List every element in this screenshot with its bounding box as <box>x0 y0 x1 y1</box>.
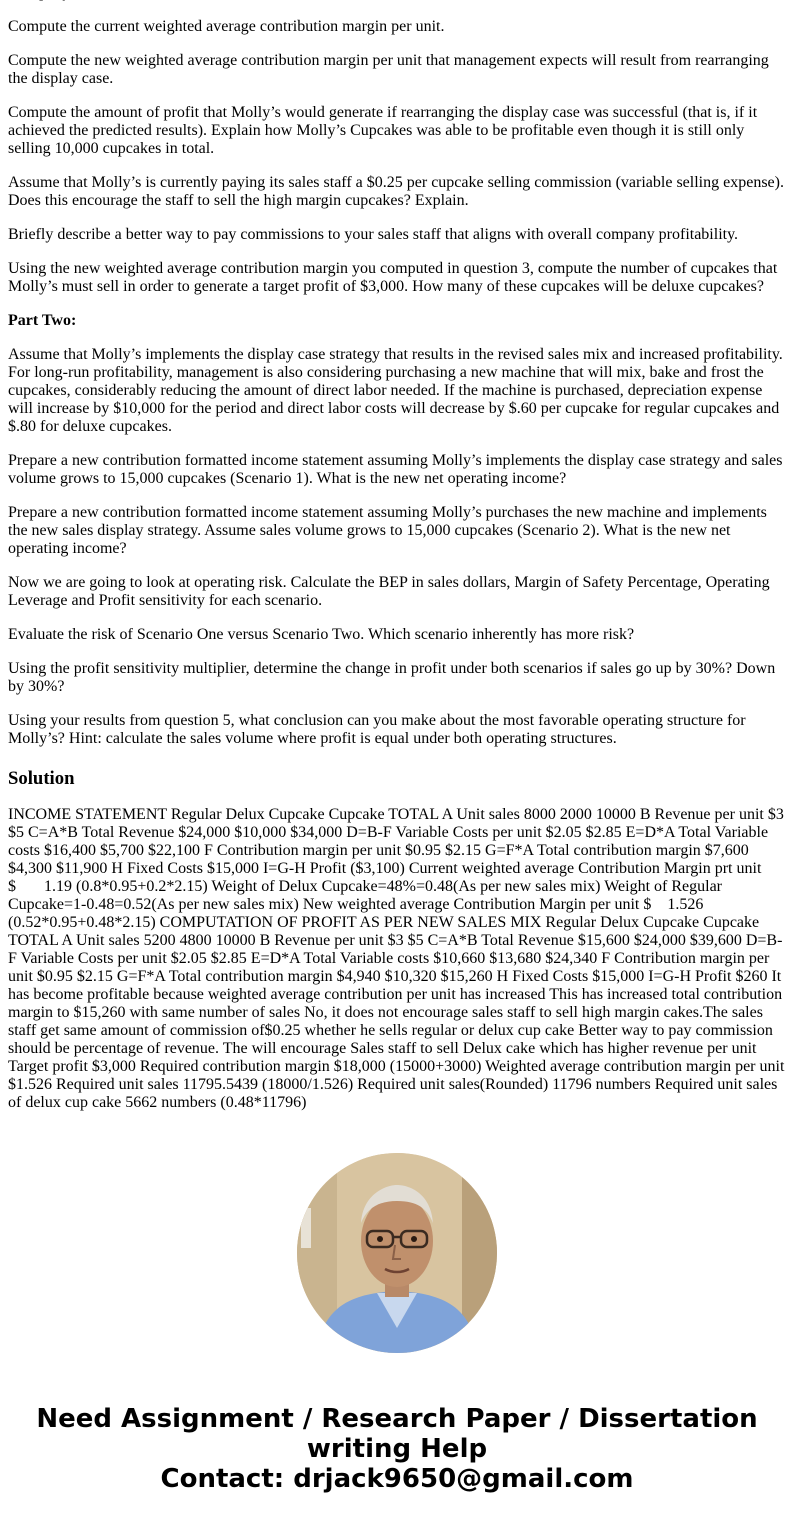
part-two-paragraph-4: Now we are going to look at operating risk. Calculate the BEP in sales dollars, Margin of Safety Percentage, Operating Leverage and Profit sensitivity for each scenario. <box>8 574 770 609</box>
part-two-paragraph-1: Assume that Molly’s implements the display case strategy that results in the revised sales mix and increased profitability. For long-run profitability, management is also considering purchasing a new machine that will mix, bake and frost the cupcakes, considerably reducing the amount of direct labor needed. If the machine is purchased, depreciation expense will increase by $10,000 for the period and direct labor costs will decrease by $.60 per cupcake for regular cupcakes and $.80 for deluxe cupcakes. <box>8 346 783 435</box>
question-paragraph-2: Compute the new weighted average contribution margin per unit that management expects will result from rearranging the display case. <box>8 52 769 87</box>
part-two-paragraph-7: Using your results from question 5, what conclusion can you make about the most favorable operating structure for Molly’s? Hint: calculate the sales volume where profit is equal under both operating structures. <box>8 712 746 747</box>
solution-heading: Solution <box>8 768 75 789</box>
contact-email: Contact: drjack9650@gmail.com <box>160 1464 634 1494</box>
part-two-paragraph-3: Prepare a new contribution formatted income statement assuming Molly’s purchases the new machine and implements the new sales display strategy. Assume sales volume grows to 15,000 cupcakes (Scenario 2). What is the new net operating income? <box>8 504 767 557</box>
question-paragraph-4: Assume that Molly’s is currently paying its sales staff a $0.25 per cupcake selling commission (variable selling expense). Does this encourage the staff to sell the high margin cupcakes? Explain. <box>8 174 784 209</box>
avatar <box>297 1153 497 1353</box>
part-two-paragraph-5: Evaluate the risk of Scenario One versus Scenario Two. Which scenario inherently has more risk? <box>8 626 635 643</box>
contact-banner <box>0 1404 794 1494</box>
contact-banner-line-1: Need Assignment / Research Paper / Dissertation <box>36 1404 758 1434</box>
solution-body: INCOME STATEMENT Regular Delux Cupcake Cupcake TOTAL A Unit sales 8000 2000 10000 B Revenue per unit $3 $5 C=A*B Total Revenue $24,000 $10,000 $34,000 D=B-F Variable Costs per unit $2.05 $2.85 E=D*A Total Variable costs $16,400 $5,700 $22,100 F Contribution margin per unit $0.95 $2.15 G=F*A Total contribution margin $7,600 $4,300 $11,900 H Fixed Costs $15,000 I=G-H Profit ($3,100) Current weighted average Contribution Margin prt unit $ 1.19 (0.8*0.95+0.2*2.15) Weight of Delux Cupcake=48%=0.48(As per new sales mix) Weight of Regular Cupcake=1-0.48=0.52(As per new sales mix) New weighted average Contribution Margin per unit $ 1.526 (0.52*0.95+0.48*2.15) COMPUTATION OF PROFIT AS PER NEW SALES MIX Regular Delux Cupcake Cupcake TOTAL A Unit sales 5200 4800 10000 B Revenue per unit $3 $5 C=A*B Total Revenue $15,600 $24,000 $39,600 D=B-F Variable Costs per unit $2.05 $2.85 E=D*A Total Variable costs $10,660 $13,680 $24,340 F Contribution margin per unit $0.95 $2.15 G=F*A Total contribution margin $4,940 $10,320 $15,260 H Fixed Costs $15,000 I=G-H Profit $260 It has become profitable because weighted average contribution per unit has increased This has increased total contribution margin to $15,260 with same number of sales No, it does not encourage sales staff to sell high margin cakes.The sales staff get same amount of commission of$0.25 whether he sells regular or delux cup cake Better way to pay commission should be percentage of revenue. The will encourage Sales staff to sell Delux cake which has higher revenue per unit Target profit $3,000 Required contribution margin $18,000 (15000+3000) Weighted average contribution margin per unit $1.526 Required unit sales 11795.5439 (18000/1.526) Required unit sales(Rounded) 11796 numbers Required unit sales of delux cup cake 5662 numbers (0.48*11796) <box>8 806 785 1111</box>
part-two-paragraph-6: Using the profit sensitivity multiplier, determine the change in profit under both scenarios if sales go up by 30%? Down by 30%? <box>8 660 776 695</box>
part-two-label: Part Two: <box>8 312 77 329</box>
question-paragraph-1: Compute the current weighted average contribution margin per unit. <box>8 18 445 35</box>
question-paragraph-6: Using the new weighted average contribution margin you computed in question 3, compute the number of cupcakes that Molly’s must sell in order to generate a target profit of $3,000. How many of these cupcakes will be deluxe cupcakes? <box>8 260 778 295</box>
document-content <box>8 0 786 1112</box>
part-two-paragraph-2: Prepare a new contribution formatted income statement assuming Molly’s implements the display case strategy and sales volume grows to 15,000 cupcakes (Scenario 1). What is the new net operating income? <box>8 452 783 487</box>
avatar-portrait-icon <box>297 1153 497 1353</box>
cutoff-line <box>8 0 786 2</box>
question-paragraph-5: Briefly describe a better way to pay commissions to your sales staff that aligns with overall company profitability. <box>8 226 739 243</box>
question-paragraph-3: Compute the amount of profit that Molly’s would generate if rearranging the display case was successful (that is, if it achieved the predicted results). Explain how Molly’s Cupcakes was able to be profitable even though it is still only selling 10,000 cupcakes in total. <box>8 104 758 157</box>
contact-banner-line-2: writing Help <box>306 1434 488 1464</box>
